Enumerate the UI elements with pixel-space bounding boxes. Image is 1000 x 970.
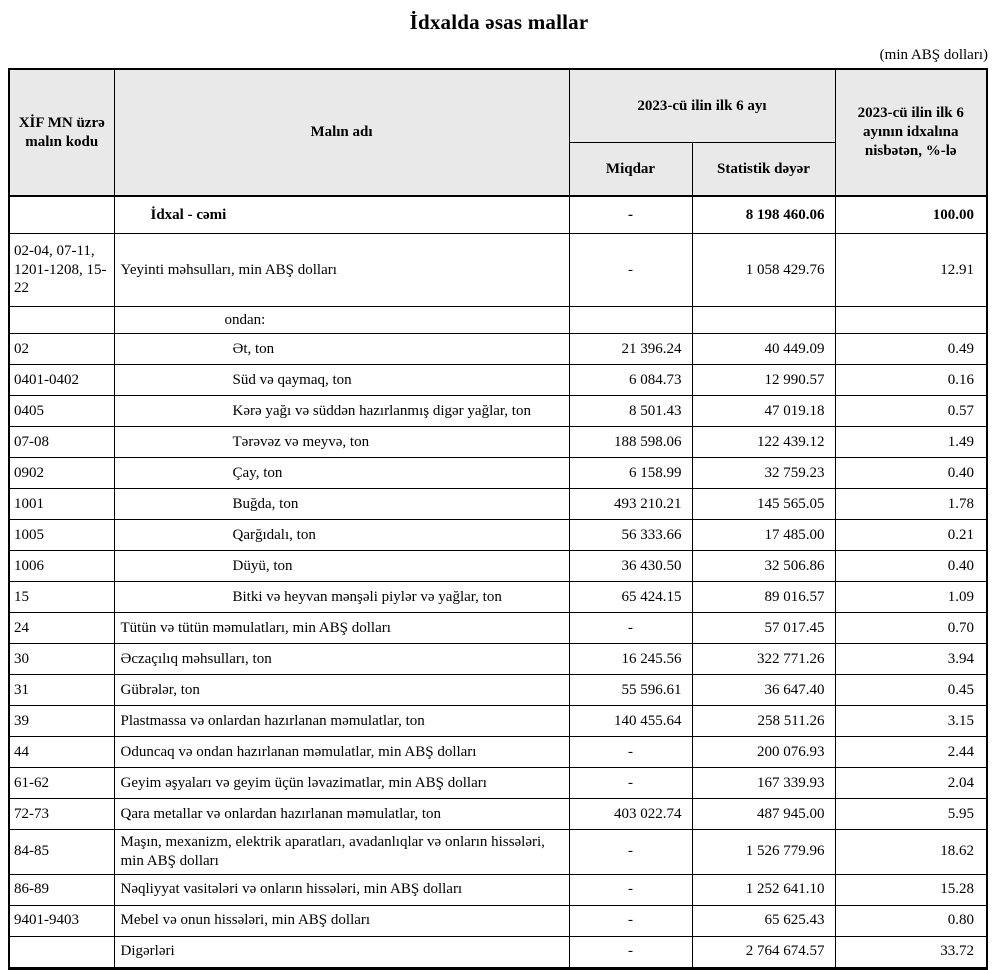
cell-name: Tərəvəz və meyvə, ton [114,427,569,458]
table-row [9,675,987,706]
table-row [9,196,987,234]
cell-percent: 3.94 [835,644,987,675]
cell-code: 0902 [9,458,114,489]
table-row [9,874,987,905]
cell-quantity: 6 084.73 [569,365,692,396]
cell-percent: 3.15 [835,706,987,737]
cell-name: Ət, ton [114,334,569,365]
cell-stat-value: 40 449.09 [692,334,835,365]
cell-code: 1005 [9,520,114,551]
cell-percent: 0.49 [835,334,987,365]
cell-quantity: 36 430.50 [569,551,692,582]
cell-stat-value: 200 076.93 [692,737,835,768]
cell-name: Mebel və onun hissələri, min ABŞ dolları [114,905,569,936]
cell-code: 1001 [9,489,114,520]
cell-quantity: 8 501.43 [569,396,692,427]
cell-quantity: 55 596.61 [569,675,692,706]
cell-stat-value: 167 339.93 [692,768,835,799]
cell-name: Kərə yağı və süddən hazırlanmış digər yağlar, ton [114,396,569,427]
cell-code: 31 [9,675,114,706]
cell-stat-value: 1 526 779.96 [692,830,835,875]
cell-code [9,307,114,334]
cell-stat-value: 12 990.57 [692,365,835,396]
cell-code [9,936,114,968]
cell-stat-value: 122 439.12 [692,427,835,458]
cell-name: Əczaçılıq məhsulları, ton [114,644,569,675]
cell-name: Süd və qaymaq, ton [114,365,569,396]
cell-quantity: 493 210.21 [569,489,692,520]
cell-stat-value: 2 764 674.57 [692,936,835,968]
cell-quantity: 16 245.56 [569,644,692,675]
table-row [9,799,987,830]
cell-stat-value: 487 945.00 [692,799,835,830]
cell-quantity: - [569,768,692,799]
cell-stat-value: 32 759.23 [692,458,835,489]
table-row [9,520,987,551]
cell-percent: 0.40 [835,551,987,582]
table-row [9,396,987,427]
cell-quantity: - [569,830,692,875]
cell-code: 61-62 [9,768,114,799]
cell-name: Yeyinti məhsulları, min ABŞ dolları [114,234,569,307]
col-header-period-group: 2023-cü ilin ilk 6 ayı [569,69,835,143]
table-row [9,427,987,458]
table-row [9,582,987,613]
cell-stat-value: 322 771.26 [692,644,835,675]
cell-percent: 1.49 [835,427,987,458]
cell-code: 84-85 [9,830,114,875]
table-row [9,830,987,875]
cell-stat-value: 57 017.45 [692,613,835,644]
cell-name: Buğda, ton [114,489,569,520]
cell-percent [835,307,987,334]
cell-name: Gübrələr, ton [114,675,569,706]
cell-quantity: 6 158.99 [569,458,692,489]
cell-percent: 2.44 [835,737,987,768]
cell-stat-value: 258 511.26 [692,706,835,737]
table-row [9,307,987,334]
cell-stat-value: 1 252 641.10 [692,874,835,905]
cell-name: Geyim əşyaları və geyim üçün ləvazimatlar, min ABŞ dolları [114,768,569,799]
cell-percent: 0.70 [835,613,987,644]
table-row [9,458,987,489]
table-row [9,737,987,768]
cell-name: Tütün və tütün məmulatları, min ABŞ dolları [114,613,569,644]
cell-quantity: 65 424.15 [569,582,692,613]
cell-quantity: - [569,613,692,644]
cell-quantity [569,307,692,334]
table-body [9,196,987,968]
cell-percent: 0.21 [835,520,987,551]
cell-percent: 0.80 [835,905,987,936]
cell-percent: 15.28 [835,874,987,905]
col-header-percent: 2023-cü ilin ilk 6 ayının idxalına nisbətən, %-lə [835,69,987,196]
cell-code: 0405 [9,396,114,427]
page-title: İdxalda əsas mallar [409,10,589,34]
table-row [9,706,987,737]
cell-stat-value: 65 625.43 [692,905,835,936]
cell-quantity: - [569,936,692,968]
cell-code: 1006 [9,551,114,582]
cell-name: Çay, ton [114,458,569,489]
cell-percent: 18.62 [835,830,987,875]
cell-name: Qara metallar və onlardan hazırlanan məmulatlar, ton [114,799,569,830]
cell-percent: 100.00 [835,196,987,234]
table-row [9,768,987,799]
cell-name: ondan: [114,307,569,334]
imports-table [8,68,988,970]
cell-name: Qarğıdalı, ton [114,520,569,551]
col-header-name: Malın adı [114,69,569,196]
cell-name: Oduncaq və ondan hazırlanan məmulatlar, min ABŞ dolları [114,737,569,768]
cell-code [9,196,114,234]
cell-stat-value: 32 506.86 [692,551,835,582]
cell-quantity: - [569,874,692,905]
cell-percent: 0.40 [835,458,987,489]
table-row [9,551,987,582]
unit-note: (min ABŞ dolları) [879,47,988,63]
cell-name: İdxal - cəmi [114,196,569,234]
col-header-stat-value: Statistik dəyər [692,143,835,197]
cell-percent: 2.04 [835,768,987,799]
cell-name: Digərləri [114,936,569,968]
cell-quantity: 56 333.66 [569,520,692,551]
cell-stat-value: 36 647.40 [692,675,835,706]
cell-quantity: 188 598.06 [569,427,692,458]
cell-percent: 0.16 [835,365,987,396]
cell-stat-value: 89 016.57 [692,582,835,613]
table-row [9,234,987,307]
cell-code: 44 [9,737,114,768]
cell-percent: 5.95 [835,799,987,830]
cell-name: Maşın, mexanizm, elektrik aparatları, avadanlıqlar və onların hissələri, min ABŞ dolları [114,830,569,875]
cell-stat-value: 145 565.05 [692,489,835,520]
cell-percent: 1.09 [835,582,987,613]
col-header-code: XİF MN üzrə malın kodu [9,69,114,196]
cell-code: 02-04, 07-11, 1201-1208, 15-22 [9,234,114,307]
cell-name: Bitki və heyvan mənşəli piylər və yağlar, ton [114,582,569,613]
cell-code: 9401-9403 [9,905,114,936]
cell-quantity: 140 455.64 [569,706,692,737]
cell-quantity: - [569,737,692,768]
cell-quantity: 21 396.24 [569,334,692,365]
table-header [9,69,987,196]
cell-percent: 0.57 [835,396,987,427]
table-row [9,334,987,365]
cell-code: 02 [9,334,114,365]
table-row [9,489,987,520]
table-row [9,936,987,968]
cell-quantity: - [569,905,692,936]
cell-code: 15 [9,582,114,613]
cell-stat-value: 1 058 429.76 [692,234,835,307]
cell-code: 86-89 [9,874,114,905]
cell-quantity: - [569,234,692,307]
cell-stat-value [692,307,835,334]
cell-quantity: 403 022.74 [569,799,692,830]
cell-percent: 12.91 [835,234,987,307]
cell-name: Düyü, ton [114,551,569,582]
cell-code: 07-08 [9,427,114,458]
col-header-quantity: Miqdar [569,143,692,197]
cell-stat-value: 8 198 460.06 [692,196,835,234]
cell-code: 30 [9,644,114,675]
cell-percent: 0.45 [835,675,987,706]
cell-name: Plastmassa və onlardan hazırlanan məmulatlar, ton [114,706,569,737]
cell-percent: 33.72 [835,936,987,968]
cell-code: 39 [9,706,114,737]
cell-code: 72-73 [9,799,114,830]
cell-name: Nəqliyyat vasitələri və onların hissələri, min ABŞ dolları [114,874,569,905]
cell-stat-value: 17 485.00 [692,520,835,551]
cell-code: 0401-0402 [9,365,114,396]
table-row [9,613,987,644]
table-row [9,905,987,936]
cell-quantity: - [569,196,692,234]
table-row [9,365,987,396]
table-row [9,644,987,675]
cell-percent: 1.78 [835,489,987,520]
cell-code: 24 [9,613,114,644]
cell-stat-value: 47 019.18 [692,396,835,427]
